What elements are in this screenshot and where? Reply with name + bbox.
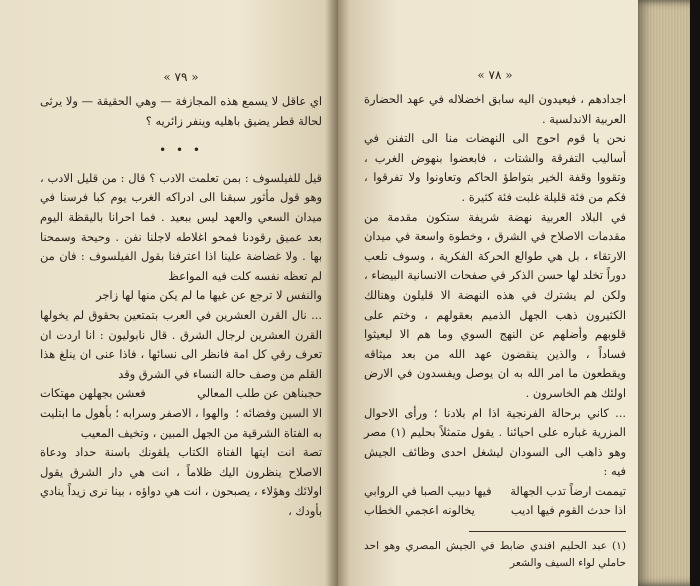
verse-second-hemistich: والهوا ، الاصفر وسرابه ؛ بأهول ما ابتليت	[40, 405, 229, 420]
right-page	[338, 0, 638, 586]
right-paragraph-3: في البلاد العربية نهضة شريفة ستكون مقدمة من مقدمات الاصلاح في الشرق ، وخطوة واسعة في ميدان الارتقاء ، بل هي طوالع الحركة الفكرية ، وسوف تلعب دوراً تخلد لها حسن الذكر في صفحات الانسانية البيضاء ، ولكن لم يشترك في هذه النهضة الا قليلون وهنالك الكثيرون ذهب الجهل الذميم بعقولهم ، وختم على قلوبهم وأضلهم عن النهج السوي وما هم الا ليعيثوا فساداً ، والذين ينقضون عهد الله من بعد ميثاقه ويقطعون ما امر الله به ان يوصل ويفسدون في الارض اولئك هم الخاسرون .	[364, 209, 626, 400]
left-page-text	[40, 92, 322, 384]
footnote-rule	[469, 531, 626, 532]
left-paragraph-2: والنفس لا ترجع عن غيها ما لم يكن منها لها زاجر	[96, 288, 322, 303]
verse-first-hemistich: حجبناهن عن طلب المعالي	[197, 386, 322, 401]
left-page-closing-text	[40, 424, 322, 522]
right-verse-1	[364, 482, 626, 502]
verse-second-hemistich: يخالونه اعجمي الخطاب	[364, 503, 475, 518]
right-page-text	[364, 90, 626, 482]
right-page-number: « ٧٨ »	[477, 68, 513, 82]
verse-first-hemistich: الا السين وفضائه ؛	[235, 405, 322, 420]
verse-second-hemistich: فيها دبيب الصبا في الروابي	[364, 483, 492, 498]
right-verse-2	[364, 501, 626, 521]
right-paragraph-2: نحن يا قوم احوج الى النهضات منا الى التفنن في أساليب التفرقة والشتات ، فابعضوا بنهوض الغرب ، وتقووا وقفة الخير بتواطؤ الحاكم وتعاونوا ولا تفرقوا ، فكم من فئة قليلة غلبت فئة كثيرة .	[364, 131, 626, 204]
left-paragraph-1: قيل للفيلسوف : بمن تعلمت الادب ؟ قال : من قليل الادب ، وهو قول مأثور سبقنا الى ادراكه الغرب يوم كبا فرسنا في ميدان السعي والعهد ليس ببعيد . فما احرانا باليقظة اليوم بعد عميق رقودنا فمحو اغلاطه لاجلنا نفن . وحيحة وسمحنا بها . ولا غضاضة علينا اذا اعترفنا بقول الفيلسوف : فان من لم تعظه نفسه كلت فيه المواعظ	[40, 170, 322, 283]
footnote: (١) عبد الحليم افندي ضابط في الجيش المصري وهو احد حاملي لواء السيف والشعر	[364, 540, 626, 570]
right-paragraph-4: ... كاني برحالة الفرنجية اذا ام بلادنا ؛ ورأى الاحوال المزرية غباره على احيائنا . يقول متمثلاً بحليم (١) مصر وهو ذاهب الى السودان ليشغل احدى وظائف الجيش فيه :	[364, 405, 626, 479]
verse-first-hemistich: تيممت ارضاً تدب الجهالة	[510, 483, 626, 498]
left-paragraph-3: ... نال القرن العشرين في العرب بتمتعين بحقوق لم يخولها القرن العشرين لرجال الشرق . قال نابوليون : انا اردت ان تعرف رقي كل امة فانظر الى نسائها ، فاذا عنى ان ينلغ هذا القلم من وصف حالة النساء في الشرق وقد	[40, 307, 322, 381]
left-page-number: « ٧٩ »	[163, 70, 199, 84]
section-separator: • • •	[159, 143, 203, 158]
verse-first-hemistich: اذا حدث القوم فيها اديب	[510, 503, 626, 518]
verse-second-hemistich: فعشن بجهلهن مهتكات	[40, 386, 146, 401]
background-edge	[690, 0, 700, 586]
right-paragraph-1: اجدادهم ، فيعيدون اليه سابق اخضلاله في عهد الحضارة العربية الاندلسية .	[364, 92, 626, 126]
left-verse-1	[40, 384, 322, 404]
left-page	[0, 0, 338, 586]
left-verse-2	[40, 404, 322, 424]
left-after-verse-paragraph-1: به الفتاة الشرقية من الجهل المبين ، وتخيف المعيب	[80, 425, 322, 440]
left-top-paragraph: اي عاقل لا يسمع هذه المجازفة — وهي الحقيقة — ولا يرثى لحالة قطر يضيق باهليه وينفر زائريه ؟	[40, 94, 322, 128]
left-after-verse-paragraph-2: تصة انت ايتها الفتاة الكتاب يلقونك باسنة حداد ودعاة الاصلاح ينظرون اليك ظلاماً ، انت هي دار الشرق يقول اولائك وهؤلاء ، يصبحون ، انت هي دواؤه ، بينا نرى زيداً ينادي بأودك ،	[40, 445, 322, 518]
